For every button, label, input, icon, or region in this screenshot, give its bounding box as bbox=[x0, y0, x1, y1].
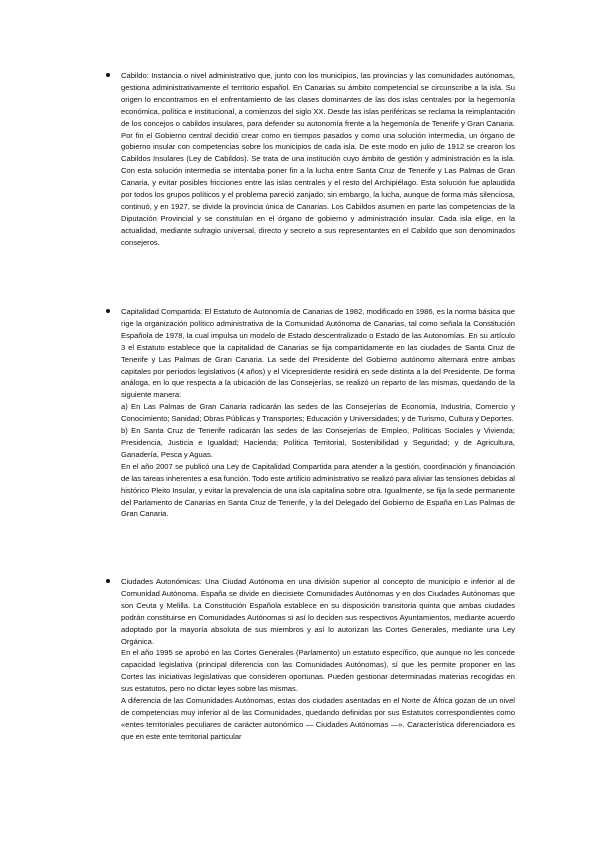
bullet-icon bbox=[106, 73, 110, 77]
entry-paragraph: A diferencia de las Comunidades Autónomas, estas dos ciudades asentadas en el Norte de África gozan de un nivel de competencias muy inferior al de las Comunidades, quedando definidas por sus Estatutos correspondientes como «entes territoriales peculiares de carácter autonómico — Ciudades Autónomas —». Característica diferenciadora es que en este ente territorial particular bbox=[121, 696, 515, 741]
entry-paragraph: Ciudades Autonómicas: Una Ciudad Autónoma en una división superior al concepto de municipio e inferior al de Comunidad Autónoma. España se divide en diecisiete Comunidades Autónomas y en dos Ciudades Autónomas que son Ceuta y Melilla. La Constitución Española establece en su disposición transitoria quinta que ambas ciudades podrán constituirse en Comunidades Autónomas si así lo deciden sus respectivos Ayuntamientos, mediante acuerdo adoptado por la mayoría absoluta de sus miembros y así lo autorizan las Cortes Generales, mediante una Ley Orgánica. bbox=[121, 577, 515, 646]
entry-paragraph: Cabildo: Instancia o nivel administrativo que, junto con los municipios, las provincias y las comunidades autónomas, gestiona administrativamente el territorio español. En Canarias su ámbito competencial se circunscribe a la isla. Su origen lo encontramos en el enfrentamiento de las clases dominantes de las dos islas centrales por la hegemonía económica, política e institucional, a comienzos del siglo XX. Desde las islas periféricas se reclama la reimplantación de los concejos o cabildos insulares, para defender su autonomía frente a la hegemonía de Tenerife y Gran Canaria. Por fin el Gobierno central decidió crear como en tiempos pasados y como una solución intermedia, un órgano de gobierno insular con competencias sobre los municipios de cada isla. De este modo en julio de 1912 se crearon los Cabildos Insulares (Ley de Cabildos). Se trata de una institución cuyo ámbito de gestión y administración es la isla. Con esta solución intermedia se intentaba poner fin a la lucha entre Santa Cruz de Tenerife y Las Palmas de Gran Canaria, y evitar posibles fricciones entre las islas centrales y el resto del Archipiélago. Esta solución fue aplaudida por todos los grupos políticos y el problema pareció zanjado; sin embargo, la lucha, aunque de forma más silenciosa, continuó, y en 1927, se divide la provincia única de Canarias. Los Cabildos asumen en parte las competencias de la Diputación Provincial y se constituían en el órgano de gobierno y administración insular. Cada isla elige, en la actualidad, mediante sufragio universal, directo y secreto a sus representantes en el Cabildo que son denominados consejeros. bbox=[121, 71, 515, 247]
entry-paragraph: b) En Santa Cruz de Tenerife radicarán las sedes de las Consejerías de Empleo, Políticas Sociales y Vivienda; Presidencia, Justicia e Igualdad; Hacienda; Política Territorial, Sostenibilidad y Seguridad; y de Agricultura, Ganadería, Pesca y Aguas. bbox=[121, 426, 515, 459]
entry-paragraph: En el año 1995 se aprobó en las Cortes Generales (Parlamento) un estatuto específico, que aunque no les concede capacidad legislativa (principal diferencia con las Comunidades Autónomas), sí que les permite proponer en las Cortes las iniciativas legislativas que consideren oportunas. Pueden gestionar determinadas materias recogidas en sus estatutos, pero no dictar leyes sobre las mismas. bbox=[121, 648, 515, 694]
entry-ciudades-autonomicas bbox=[121, 576, 515, 743]
bullet-icon bbox=[106, 579, 110, 583]
entry-paragraph: En el año 2007 se publicó una Ley de Capitalidad Compartida para atender a la gestión, coordinación y financiación de las tareas inherentes a esa función. Todo este artificio administrativo se realizó para aliviar las tensiones debidas al histórico Pleito Insular, y evitar la prevalencia de una isla capitalina sobre otra. Igualmente, se fija la sede permanente del Parlamento de Canarias en Santa Cruz de Tenerife, y la del Delegado del Gobierno de España en Las Palmas de Gran Canaria. bbox=[121, 461, 515, 519]
entry-cabildo bbox=[121, 70, 515, 249]
entry-capitalidad-compartida bbox=[121, 306, 515, 520]
entry-paragraph: a) En Las Palmas de Gran Canaria radicarán las sedes de las Consejerías de Economía, Industria, Comercio y Conocimiento; Sanidad; Obras Públicas y Transportes; Educación y Universidades; y de Turismo, Cultura y Deportes. bbox=[121, 402, 515, 424]
entry-paragraph: Capitalidad Compartida: El Estatuto de Autonomía de Canarias de 1982, modificado en 1986, es la norma básica que rige la organización político administrativa de la Comunidad Autónoma de Canarias, tal como señala la Constitución Española de 1978, la cual impulsa un modelo de Estado descentralizado o Estado de las Autonomías. En su artículo 3 el Estatuto establece que la capitalidad de Canarias se fija compartidamente en las ciudades de Santa Cruz de Tenerife y Las Palmas de Gran Canaria. La sede del Presidente del Gobierno autónomo alternará entre ambas capitales por períodos legislativos (4 años) y el Vicepresidente residirá en sede distinta a la del Presidente. De forma análoga, en lo que respecta a la ubicación de las Consejerías, se realizó un reparto de las mismas, quedando de la siguiente manera: bbox=[121, 307, 515, 400]
bullet-icon bbox=[106, 309, 110, 313]
